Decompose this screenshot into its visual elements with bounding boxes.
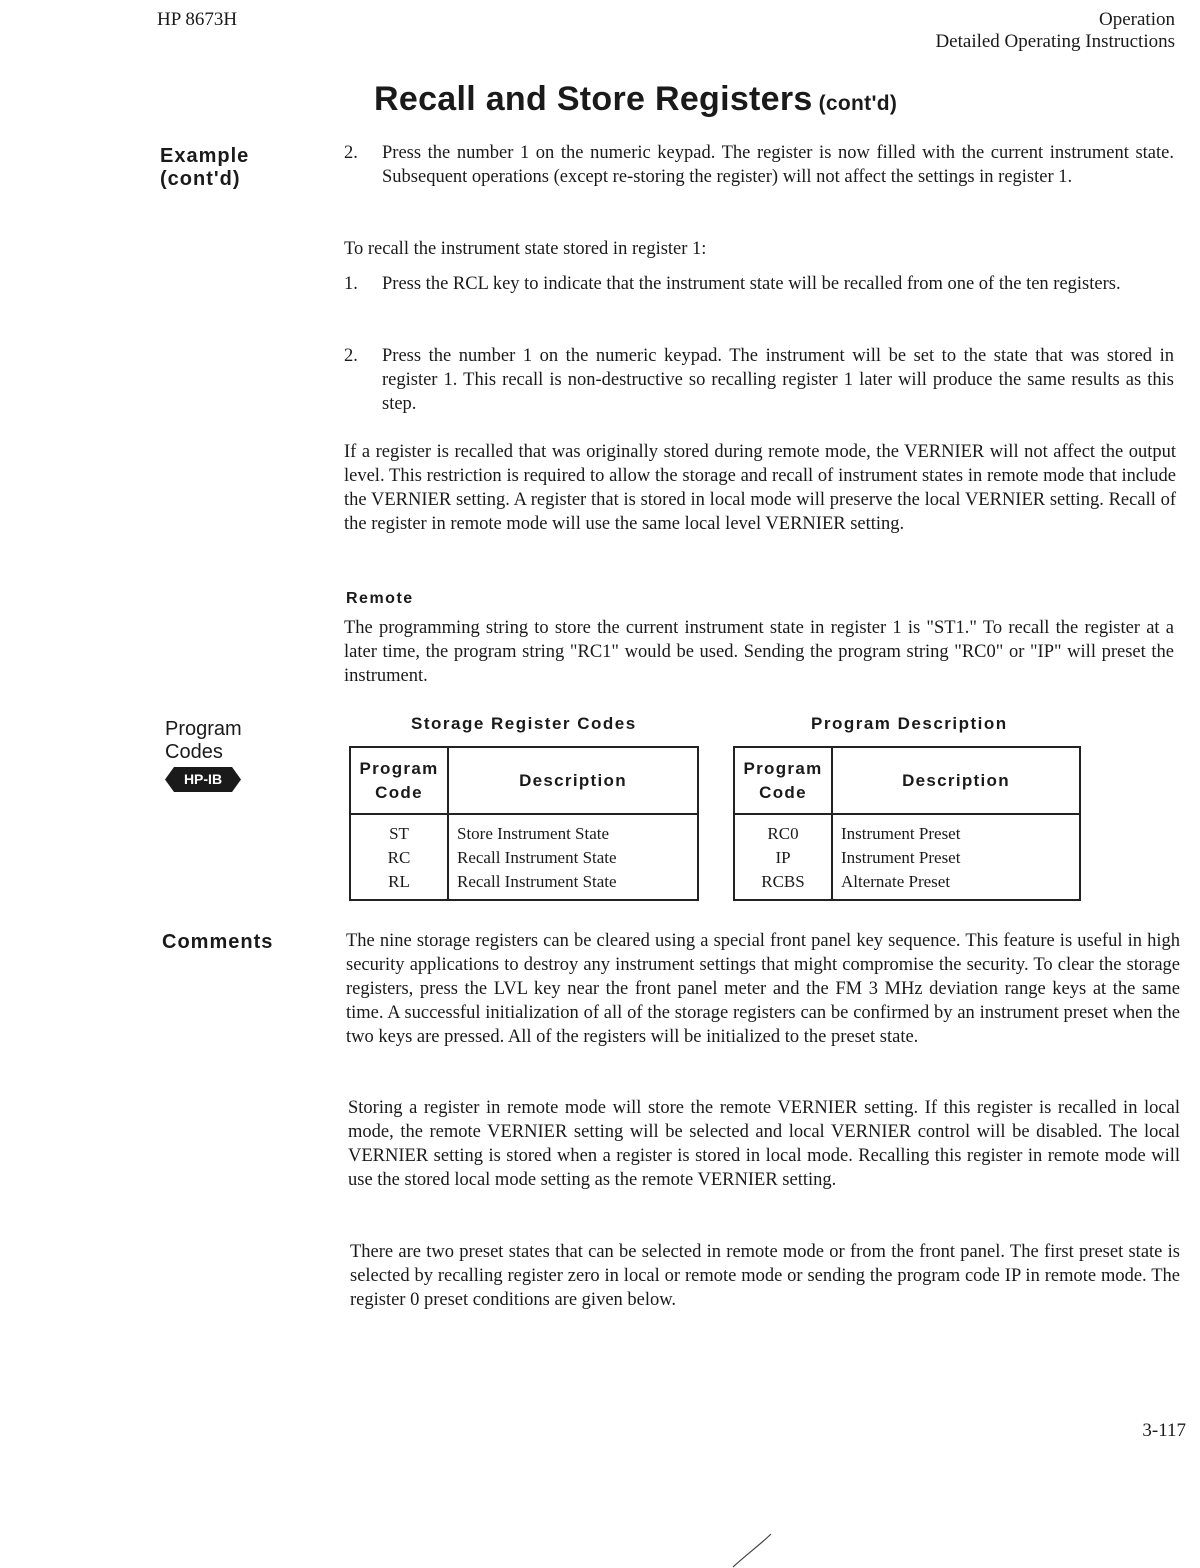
comments-paragraph-1: The nine storage registers can be cleared using a special front panel key sequence. This feature is useful in high security applications to destroy any instrument settings that might compromise the security. To clear the storage registers, press the LVL key near the front panel meter and the FM 3 MHz deviation range keys at the same time. A successful initialization of all of the storage registers can be confirmed by an instrument preset when the two keys are pressed. All of the registers will be initialized to the preset state. xyxy=(346,931,1180,1047)
program-table-caption: Program Description xyxy=(811,714,1008,733)
header-description: Description xyxy=(832,747,1080,814)
program-description-table xyxy=(733,746,1081,901)
table-header-row xyxy=(734,747,1080,814)
hpib-badge: HP-IB xyxy=(165,767,241,792)
header-model: HP 8673H xyxy=(157,9,238,30)
table-row: RC0 Instrument Preset xyxy=(734,814,1080,846)
sidebar-program-codes-label: Program Codes xyxy=(165,718,242,763)
comments-paragraph-2: Storing a register in remote mode will store the remote VERNIER setting. If this register is recalled in local mode, the remote VERNIER setting will be selected and local VERNIER control will be disabled. The local VERNIER setting is stored when a register is stored in local mode. Recalling this register in remote mode will use the stored local mode setting as the remote VERNIER setting. xyxy=(348,1098,1180,1190)
header-section: Operation xyxy=(1099,9,1175,30)
recall-step-1: 1. Press the RCL key to indicate that the instrument state will be recalled from one of the ten registers. xyxy=(344,274,1121,294)
header-description: Description xyxy=(448,747,698,814)
vernier-paragraph: If a register is recalled that was originally stored during remote mode, the VERNIER will not affect the output level. This restriction is required to allow the storage and recall of instrument states in remote mode that include the VERNIER setting. A register that is stored in local mode will preserve the local VERNIER setting. Recall of the register in remote mode will use the same local level VERNIER setting. xyxy=(344,442,1176,534)
table-row: IP Instrument Preset xyxy=(734,846,1080,870)
page-title xyxy=(374,80,897,119)
header-program-code: Program Code xyxy=(734,747,832,814)
example-step-2: 2. Press the number 1 on the numeric keypad. The register is now filled with the current instrument state. Subsequent operations (except re-storing the register) will not affect the settings in register 1. xyxy=(344,143,1174,187)
storage-register-table xyxy=(349,746,699,901)
recall-intro: To recall the instrument state stored in register 1: xyxy=(344,239,707,259)
recall-step-2: 2. Press the number 1 on the numeric keypad. The instrument will be set to the state that was stored in register 1. This recall is non-destructive so recalling register 1 later will produce the same results as this step. xyxy=(344,346,1174,414)
page-number: 3-117 xyxy=(1142,1420,1186,1441)
header-subsection: Detailed Operating Instructions xyxy=(935,31,1175,52)
remote-heading: Remote xyxy=(346,590,414,607)
scan-mark xyxy=(725,1530,775,1568)
sidebar-comments-label: Comments xyxy=(162,931,274,953)
table-row: ST Store Instrument State xyxy=(350,814,698,846)
page-title-suffix: (cont'd) xyxy=(818,92,898,115)
sidebar-example-label: Example (cont'd) xyxy=(160,145,250,190)
header-program-code: Program Code xyxy=(350,747,448,814)
table-header-row xyxy=(350,747,698,814)
table-row: RC Recall Instrument State xyxy=(350,846,698,870)
storage-table-caption: Storage Register Codes xyxy=(411,714,637,733)
remote-paragraph: The programming string to store the current instrument state in register 1 is "ST1." To recall the register at a later time, the program string "RC1" would be used. Sending the program string "RC0" or "IP" will preset the instrument. xyxy=(344,618,1174,686)
page-title-main: Recall and Store Registers xyxy=(374,80,813,118)
table-row: RCBS Alternate Preset xyxy=(734,870,1080,900)
table-row: RL Recall Instrument State xyxy=(350,870,698,900)
comments-paragraph-3: There are two preset states that can be selected in remote mode or from the front panel. The first preset state is selected by recalling register zero in local or remote mode or sending the program code IP in remote mode. The register 0 preset conditions are given below. xyxy=(350,1242,1180,1310)
